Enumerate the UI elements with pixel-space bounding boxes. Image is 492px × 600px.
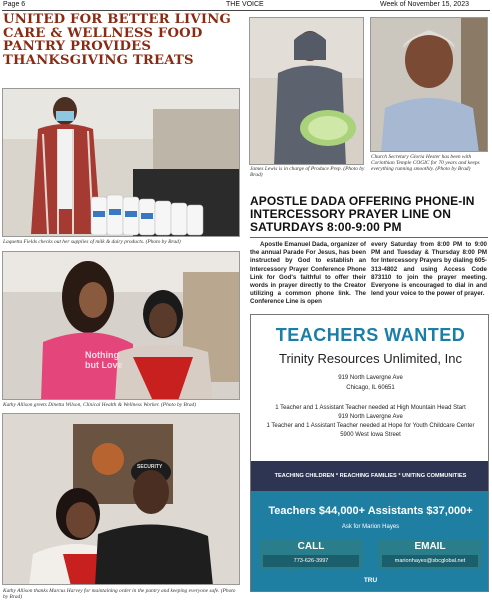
- ad-address-1: 919 North Lavergne Ave: [338, 375, 403, 381]
- ad-position-1: 1 Teacher and 1 Assistant Teacher needed at High Mountain Head Start: [275, 405, 466, 411]
- photo-kathy-marcus: [2, 413, 240, 585]
- ad-contact-person: Ask for Marion Hayes: [341, 524, 400, 530]
- photo-milk-products: [2, 88, 240, 237]
- call-button[interactable]: [259, 539, 363, 569]
- ad-position-2-address: 5900 West Iowa Street: [340, 432, 401, 438]
- caption-photo-2: Kathy Allison greets Dinetta Wilson, Clinical Health & Wellness Worker. (Photo by Brad): [3, 402, 197, 408]
- caption-photo-5: Church Secretary Gloria Hester has been with Corinthian Temple COGIC for 70 years and keeps everything running smoothly. (Photo by Brad): [371, 154, 480, 173]
- caption-photo-1: Laquetta Fields checks out her supplies of milk & dairy products. (Photo by Brad): [3, 239, 181, 245]
- caption-photo-3: Kathy Allison thanks Marcus Harvey for maintaining order in the pantry and keeping everyone safe. (Photo by Brad): [3, 588, 236, 600]
- ad-salary: Teachers $44,000+ Assistants $37,000+: [268, 505, 473, 517]
- ad-tagline: TEACHING CHILDREN * REACHING FAMILIES * UNITING COMMUNITIES: [251, 461, 489, 491]
- ad-address-2: Chicago, IL 60651: [346, 385, 395, 391]
- caption-photo-4: James Lewis is in charge of Produce Prep. (Photo by Brad): [250, 166, 365, 179]
- paper-name: THE VOICE: [226, 1, 264, 8]
- ad-title: TEACHERS WANTED: [275, 325, 466, 345]
- teachers-wanted-ad: [250, 314, 489, 592]
- ad-position-1-address: 919 North Lavergne Ave: [338, 414, 403, 420]
- photo-gloria-hester: [370, 17, 488, 152]
- header-rule: [2, 10, 490, 11]
- ad-position-2: 1 Teacher and 1 Assistant Teacher needed at Hope for Youth Childcare Center: [266, 423, 475, 429]
- story-rule: [250, 237, 488, 238]
- story-title: APOSTLE DADA OFFERING PHONE-IN INTERCESSORY PRAYER LINE ON SATURDAYS 8:00-9:00 PM: [250, 194, 475, 234]
- issue-date: Week of November 15, 2023: [380, 1, 469, 8]
- page-number: Page 6: [3, 1, 26, 8]
- story-column-2: every Saturday from 8:00 PM to 9:00 PM and Tuesday & Thursday 8:00 PM for Intercessory Prayers by dialing 605-313-4802 and using Access Code 873110 to join the prayer meeting. Everyone is encouraged to dial in and lend your voice to the power of prayer.: [371, 241, 487, 298]
- call-number: 773-626-3997: [263, 555, 359, 567]
- call-label: CALL: [297, 541, 325, 552]
- email-button[interactable]: [378, 539, 482, 569]
- email-address: marionhayes@sbcglobal.net: [382, 555, 478, 567]
- photo-james-lewis: [249, 17, 364, 165]
- ad-logo-text: TRU: [363, 577, 378, 584]
- email-label: EMAIL: [414, 541, 446, 552]
- page-header: [0, 0, 492, 10]
- cap-text: SECURITY: [137, 464, 163, 470]
- photo-kathy-dinetta: [2, 251, 240, 400]
- shirt-text: Nothing but Love: [85, 350, 123, 370]
- story-column-1: Apostle Emanuel Dada, organizer of the annual Parade For Jesus, has been instructed by God to establish an Intercessory Prayer Conference Phone Link for God's faithful to offer their words in prayer directly to the Creator utilizing a common phone link. The Conference Line is open: [250, 241, 366, 306]
- ad-company: Trinity Resources Unlimited, Inc: [278, 351, 462, 366]
- main-headline: UNITED FOR BETTER LIVING CARE & WELLNESS FOOD PANTRY PROVIDES THANKSGIVING TREATS: [3, 12, 231, 68]
